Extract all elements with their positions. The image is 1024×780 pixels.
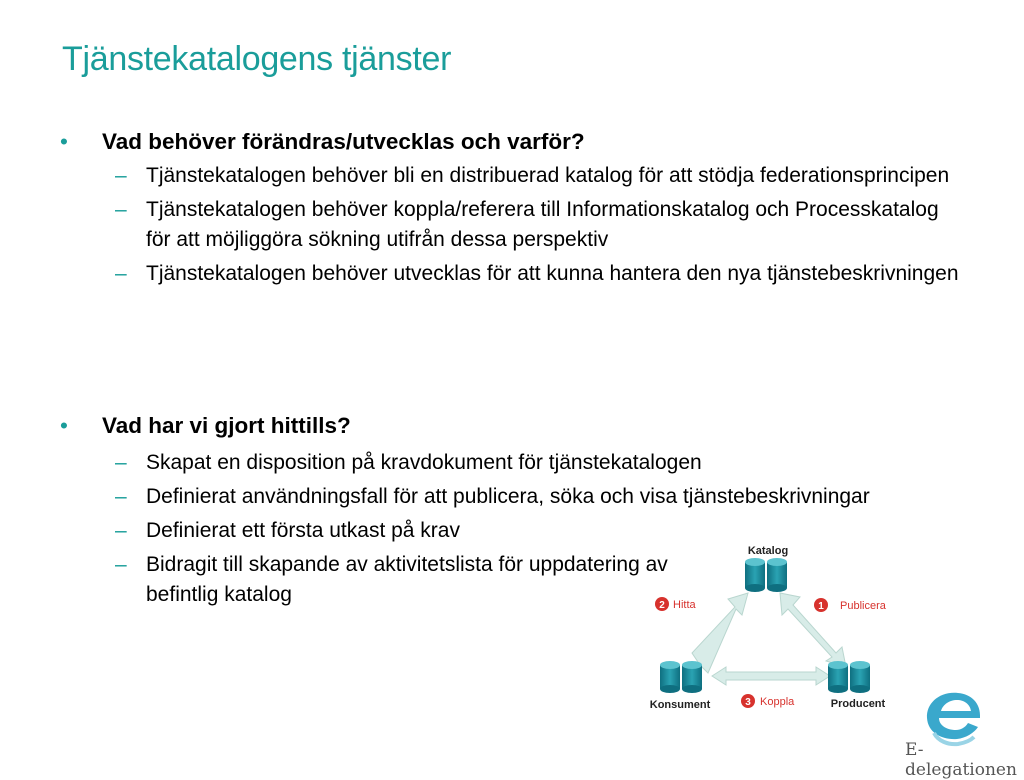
svg-text:1: 1 bbox=[818, 601, 824, 612]
dash-icon: – bbox=[115, 198, 127, 221]
bullet-heading bbox=[60, 411, 960, 441]
dash-icon: – bbox=[115, 485, 127, 508]
arrow-koppla bbox=[712, 667, 830, 685]
logo-text: E-delegationen bbox=[905, 740, 1017, 780]
dash-icon: – bbox=[115, 164, 127, 187]
step-badge-hitta bbox=[655, 597, 697, 611]
catalog-diagram bbox=[630, 535, 910, 720]
dash-icon: – bbox=[115, 451, 127, 474]
konsument-database-icon bbox=[660, 661, 702, 693]
list-item: – Tjänstekatalogen behöver bli en distribuerad katalog för att stödja federationsprincipen bbox=[60, 161, 960, 191]
step-badge-publicera bbox=[814, 598, 887, 612]
node-label-konsument: Konsument bbox=[649, 699, 711, 711]
svg-text:3: 3 bbox=[745, 697, 751, 708]
list-item: – Bidragit till skapande av aktivitetslista för uppdatering av befintlig katalog bbox=[60, 550, 706, 610]
list-item: – Skapat en disposition på kravdokument för tjänstekatalogen bbox=[60, 448, 960, 478]
katalog-database-icon bbox=[745, 558, 787, 592]
list-item: – Definierat ett första utkast på krav bbox=[60, 516, 960, 546]
step-label-publicera: Publicera bbox=[840, 600, 886, 612]
section-heading: Vad behöver förändras/utvecklas och varför? bbox=[102, 129, 585, 154]
step-badge-koppla bbox=[741, 694, 795, 708]
list-item: – Tjänstekatalogen behöver koppla/referera till Informationskatalog och Processkatalog för att möjliggöra sökning utifrån dessa perspektiv bbox=[60, 195, 960, 255]
producent-database-icon bbox=[828, 661, 870, 693]
bullet-dot-icon: • bbox=[60, 129, 68, 154]
section-changes bbox=[60, 127, 960, 289]
svg-text:2: 2 bbox=[659, 600, 665, 611]
list-item: – Tjänstekatalogen behöver utvecklas för att kunna hantera den nya tjänstebeskrivningen bbox=[60, 259, 960, 289]
node-label-katalog: Katalog bbox=[747, 545, 789, 557]
step-label-koppla: Koppla bbox=[760, 696, 795, 708]
list-item: – Definierat användningsfall för att publicera, söka och visa tjänstebeskrivningar bbox=[60, 482, 960, 512]
arrow-hitta bbox=[692, 593, 748, 673]
step-label-hitta: Hitta bbox=[673, 599, 696, 611]
dash-icon: – bbox=[115, 553, 127, 576]
arrow-publicera bbox=[780, 593, 846, 667]
section-heading: Vad har vi gjort hittills? bbox=[102, 413, 351, 438]
bullet-dot-icon: • bbox=[60, 413, 68, 438]
node-label-producent: Producent bbox=[830, 698, 886, 710]
slide-title: Tjänstekatalogens tjänster bbox=[62, 40, 452, 78]
dash-icon: – bbox=[115, 262, 127, 285]
bullet-heading bbox=[60, 127, 960, 157]
dash-icon: – bbox=[115, 519, 127, 542]
